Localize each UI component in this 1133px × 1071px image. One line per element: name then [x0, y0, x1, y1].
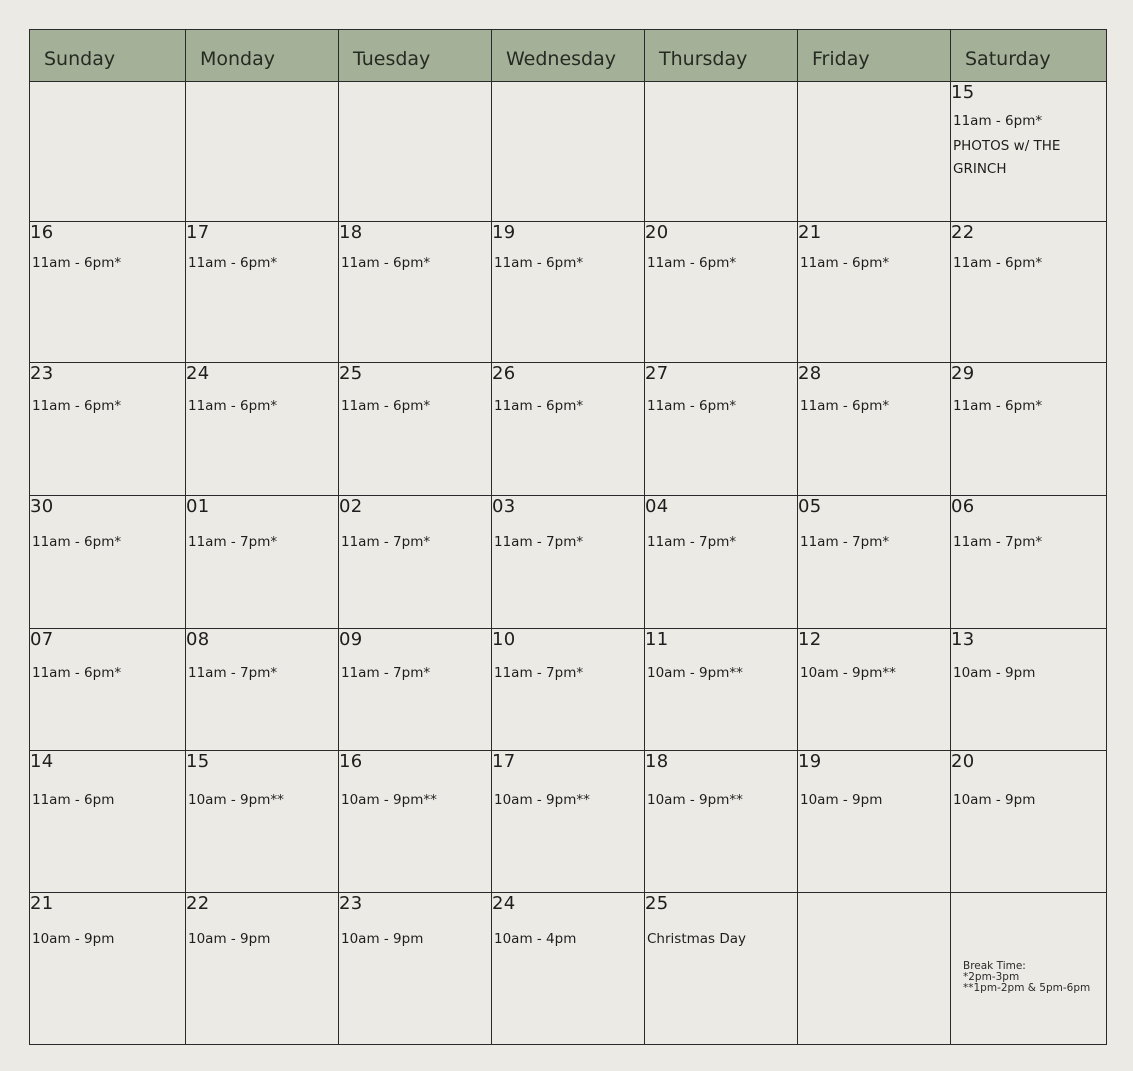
store-hours: 11am - 6pm*: [800, 398, 890, 415]
weekday-wednesday: Wednesday: [492, 30, 645, 82]
week-row: [30, 221, 1107, 363]
day-cell: [492, 496, 645, 629]
date-number: 23: [30, 363, 54, 385]
weekday-saturday: Saturday: [951, 30, 1107, 82]
day-cell: [798, 628, 951, 751]
date-number: 06: [951, 496, 975, 518]
weekday-header: [30, 30, 1107, 82]
store-hours: 11am - 6pm*: [32, 398, 122, 415]
store-hours: 11am - 6pm: [32, 792, 115, 809]
store-hours: 11am - 7pm*: [188, 534, 278, 551]
date-number: 12: [798, 628, 822, 650]
date-number: 05: [798, 496, 822, 518]
store-hours: 11am - 7pm*: [188, 664, 278, 681]
store-hours: 10am - 9pm: [341, 931, 424, 948]
week-row: [30, 751, 1107, 893]
store-hours: 11am - 6pm*: [188, 254, 278, 271]
store-hours: 10am - 9pm: [953, 792, 1036, 809]
day-cell: [951, 221, 1107, 363]
date-number: 14: [30, 751, 54, 773]
day-cell: [30, 893, 186, 1045]
week-row: [30, 893, 1107, 1045]
store-hours: 10am - 4pm: [494, 931, 577, 948]
day-cell: [645, 221, 798, 363]
store-hours: 10am - 9pm: [800, 792, 883, 809]
week-row: [30, 82, 1107, 222]
store-hours: 11am - 6pm*: [32, 534, 122, 551]
store-hours: 11am - 6pm*: [647, 398, 737, 415]
day-cell: [186, 496, 339, 629]
break-time-line1: *2pm-3pm: [963, 971, 1020, 984]
day-cell: [186, 221, 339, 363]
date-number: 03: [492, 496, 516, 518]
store-hours: 11am - 6pm*: [494, 398, 584, 415]
store-hours: 11am - 7pm*: [494, 534, 584, 551]
day-cell: [339, 363, 492, 496]
date-number: 27: [645, 363, 669, 385]
day-cell: [798, 221, 951, 363]
day-cell: [492, 628, 645, 751]
day-cell: [492, 221, 645, 363]
calendar-body: [30, 82, 1107, 1045]
day-cell: [186, 628, 339, 751]
store-hours: 11am - 6pm*: [188, 398, 278, 415]
day-cell: [951, 363, 1107, 496]
day-cell: [492, 751, 645, 893]
store-hours: 11am - 6pm*: [341, 398, 431, 415]
day-cell: [645, 751, 798, 893]
store-hours: 10am - 9pm: [188, 931, 271, 948]
empty-day-cell: [798, 82, 951, 222]
day-cell: [30, 628, 186, 751]
store-hours: 11am - 7pm*: [647, 534, 737, 551]
store-hours: 10am - 9pm**: [188, 792, 284, 809]
date-number: 11: [645, 628, 669, 650]
date-number: 10: [492, 628, 516, 650]
date-number: 17: [492, 751, 516, 773]
day-cell: [798, 751, 951, 893]
day-cell: [645, 363, 798, 496]
date-number: 24: [492, 893, 516, 915]
day-cell: [951, 82, 1107, 222]
store-hours: 11am - 6pm*: [341, 254, 431, 271]
date-number: 15: [951, 82, 975, 103]
date-number: 18: [645, 751, 669, 773]
date-number: 26: [492, 363, 516, 385]
weekday-friday: Friday: [798, 30, 951, 82]
store-hours: 11am - 7pm*: [341, 664, 431, 681]
store-hours: 10am - 9pm: [953, 664, 1036, 681]
date-number: 18: [339, 221, 363, 243]
empty-day-cell: [30, 82, 186, 222]
date-number: 25: [339, 363, 363, 385]
day-cell: [186, 363, 339, 496]
date-number: 25: [645, 893, 669, 915]
date-number: 24: [186, 363, 210, 385]
store-hours: 11am - 7pm*: [494, 664, 584, 681]
empty-day-cell: [492, 82, 645, 222]
store-hours: 11am - 7pm*: [953, 534, 1043, 551]
empty-day-cell: [339, 82, 492, 222]
date-number: 30: [30, 496, 54, 518]
store-hours: 11am - 6pm*: [953, 254, 1043, 271]
weekday-sunday: Sunday: [30, 30, 186, 82]
store-hours: 11am - 6pm*: [953, 113, 1043, 129]
date-number: 04: [645, 496, 669, 518]
date-number: 22: [186, 893, 210, 915]
date-number: 07: [30, 628, 54, 650]
store-hours: 11am - 6pm*: [800, 254, 890, 271]
weekday-monday: Monday: [186, 30, 339, 82]
break-time-line2: **1pm-2pm & 5pm-6pm: [963, 982, 1091, 995]
date-number: 20: [951, 751, 975, 773]
date-number: 23: [339, 893, 363, 915]
empty-day-cell: [645, 82, 798, 222]
store-hours: 11am - 6pm*: [647, 254, 737, 271]
day-cell: [339, 893, 492, 1045]
day-cell: [30, 496, 186, 629]
day-cell: [30, 363, 186, 496]
store-hours: 11am - 7pm*: [800, 534, 890, 551]
store-hours: 10am - 9pm**: [647, 792, 743, 809]
week-row: [30, 628, 1107, 751]
store-hours: 11am - 7pm*: [341, 534, 431, 551]
day-cell: [645, 496, 798, 629]
day-cell: [951, 751, 1107, 893]
day-cell: [951, 496, 1107, 629]
date-number: 29: [951, 363, 975, 385]
empty-day-cell: [798, 893, 951, 1045]
date-number: 28: [798, 363, 822, 385]
weekday-thursday: Thursday: [645, 30, 798, 82]
date-number: 15: [186, 751, 210, 773]
date-number: 01: [186, 496, 210, 518]
date-number: 17: [186, 221, 210, 243]
date-number: 13: [951, 628, 975, 650]
week-row: [30, 496, 1107, 629]
break-time-title: Break Time:: [963, 960, 1026, 973]
date-number: 02: [339, 496, 363, 518]
day-cell: [186, 893, 339, 1045]
day-cell: [339, 628, 492, 751]
empty-day-cell: [186, 82, 339, 222]
day-cell: [30, 221, 186, 363]
event-label: PHOTOS w/ THE GRINCH: [953, 138, 1061, 177]
empty-day-cell: [951, 893, 1107, 1045]
day-cell: [798, 496, 951, 629]
break-time-note: [963, 961, 1090, 994]
store-hours: 10am - 9pm**: [494, 792, 590, 809]
day-cell: [339, 751, 492, 893]
day-cell: [798, 363, 951, 496]
store-hours: 10am - 9pm: [32, 931, 115, 948]
date-number: 20: [645, 221, 669, 243]
day-cell: [339, 496, 492, 629]
date-number: 08: [186, 628, 210, 650]
store-hours: 11am - 6pm*: [32, 664, 122, 681]
calendar-grid: [29, 29, 1107, 1045]
day-cell: [339, 221, 492, 363]
week-row: [30, 363, 1107, 496]
day-cell: [645, 628, 798, 751]
weekday-tuesday: Tuesday: [339, 30, 492, 82]
store-hours: 10am - 9pm**: [800, 664, 896, 681]
date-number: 16: [30, 221, 54, 243]
day-cell: [951, 628, 1107, 751]
date-number: 22: [951, 221, 975, 243]
date-number: 21: [30, 893, 54, 915]
store-hours: 10am - 9pm**: [341, 792, 437, 809]
day-cell: [186, 751, 339, 893]
date-number: 19: [798, 751, 822, 773]
day-cell: [30, 751, 186, 893]
date-number: 21: [798, 221, 822, 243]
store-hours: 11am - 6pm*: [953, 398, 1043, 415]
store-hours: Christmas Day: [647, 931, 747, 948]
date-number: 19: [492, 221, 516, 243]
store-hours: 10am - 9pm**: [647, 664, 743, 681]
date-number: 09: [339, 628, 363, 650]
day-cell: [645, 893, 798, 1045]
store-hours: 11am - 6pm*: [32, 254, 122, 271]
day-cell: [492, 363, 645, 496]
day-cell: [492, 893, 645, 1045]
store-hours: 11am - 6pm*: [494, 254, 584, 271]
date-number: 16: [339, 751, 363, 773]
